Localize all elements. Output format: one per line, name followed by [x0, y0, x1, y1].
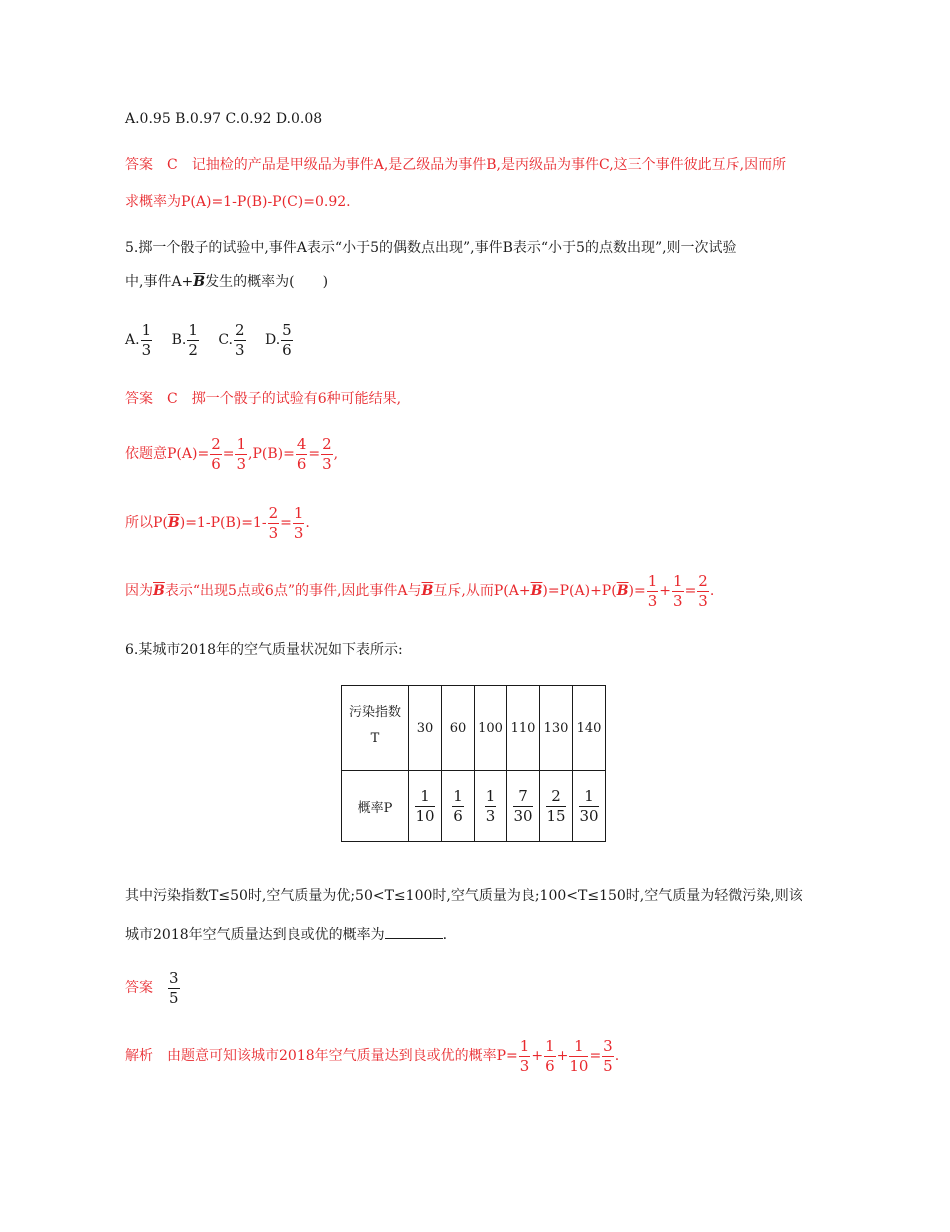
q6-answer: 答案 $\frac{3}{5}$: [125, 968, 179, 1007]
pollution-table: [341, 685, 606, 842]
q5-options: [125, 322, 308, 358]
q4-answer-line-1: 答案 C 记抽检的产品是甲级品为事件A,是乙级品为事件B,是丙级品为事件C,这三个事件彼此互斥,因而所: [125, 157, 787, 173]
q5-option-d: D. $\frac{5}{6}$: [264, 320, 292, 359]
q5-step-2: 所以$P(\overline{B})=1-P(B)=1-$ $\frac{2}{3}$ = $\frac{1}{3}$ .: [125, 503, 310, 542]
b-complement-symbol: $\overline{B}$: [193, 274, 206, 290]
answer-blank: [385, 924, 443, 939]
q5-option-b: B. $\frac{1}{2}$: [171, 320, 198, 359]
table-row: [342, 771, 606, 842]
q6-text-line-1: 其中污染指数T≤50时,空气质量为优;50<T≤100时,空气质量为良;100<T≤150时,空气质量为轻微污染,则该: [125, 888, 803, 904]
table-cell: 140: [573, 686, 606, 771]
q5-step-3: 因为$\overline{B}$表示“出现5点或6点”的事件,因此事件A与$\overline{B}$互斥,从而$P(A+\overline{B})=P(A)+P(\overline{B})=$ $\frac{1}{3}$ + $\frac{1}{3}$ = $\frac{2}{3}$ .: [125, 571, 715, 610]
table-cell: $\frac{1}{3}$: [475, 771, 507, 842]
q5-question-line-1: 5.掷一个骰子的试验中,事件A表示“小于5的偶数点出现”,事件B表示“小于5的点数出现”,则一次试验: [125, 240, 737, 256]
q5-step-1: 依题意P(A)= $\frac{2}{6}$ = $\frac{1}{3}$ ,P(B)= $\frac{4}{6}$ = $\frac{2}{3}$ ,: [125, 434, 339, 473]
q4-answer-line-2: 求概率为P(A)=1-P(B)-P(C)=0.92.: [125, 194, 351, 210]
table-cell: 100: [475, 686, 507, 771]
table-cell: $\frac{1}{30}$: [573, 771, 606, 842]
table-header-cell: 污染指数 T: [342, 686, 409, 771]
q6-question: 6.某城市2018年的空气质量状况如下表所示:: [125, 642, 403, 658]
table-row: [342, 686, 606, 771]
q5-line2-suffix: 发生的概率为( ): [205, 274, 329, 290]
q6-text-line-2: 城市2018年空气质量达到良或优的概率为 .: [125, 924, 447, 945]
table-cell: 110: [507, 686, 540, 771]
table-cell: $\frac{7}{30}$: [507, 771, 540, 842]
q5-question-line-2: [125, 272, 328, 292]
q6-analysis: 解析 由题意可知该城市2018年空气质量达到良或优的概率P= $\frac{1}{3}$ + $\frac{1}{6}$ + $\frac{1}{10}$ = $\frac{3}{5}$ .: [125, 1036, 620, 1075]
q4-options: A.0.95 B.0.97 C.0.92 D.0.08: [125, 111, 323, 127]
table-cell: 30: [409, 686, 442, 771]
q5-option-c: C. $\frac{2}{3}$: [218, 320, 245, 359]
table-cell: $\frac{1}{6}$: [442, 771, 475, 842]
table-header-cell: 概率P: [342, 771, 409, 842]
table-cell: 130: [540, 686, 573, 771]
table-cell: $\frac{1}{10}$: [409, 771, 442, 842]
q5-answer: 答案 C 掷一个骰子的试验有6种可能结果,: [125, 391, 402, 407]
table-cell: $\frac{2}{15}$: [540, 771, 573, 842]
q5-option-a: A. $\frac{1}{3}$: [125, 320, 152, 359]
table-cell: 60: [442, 686, 475, 771]
q5-line2-prefix: 中,事件A+: [125, 274, 194, 290]
